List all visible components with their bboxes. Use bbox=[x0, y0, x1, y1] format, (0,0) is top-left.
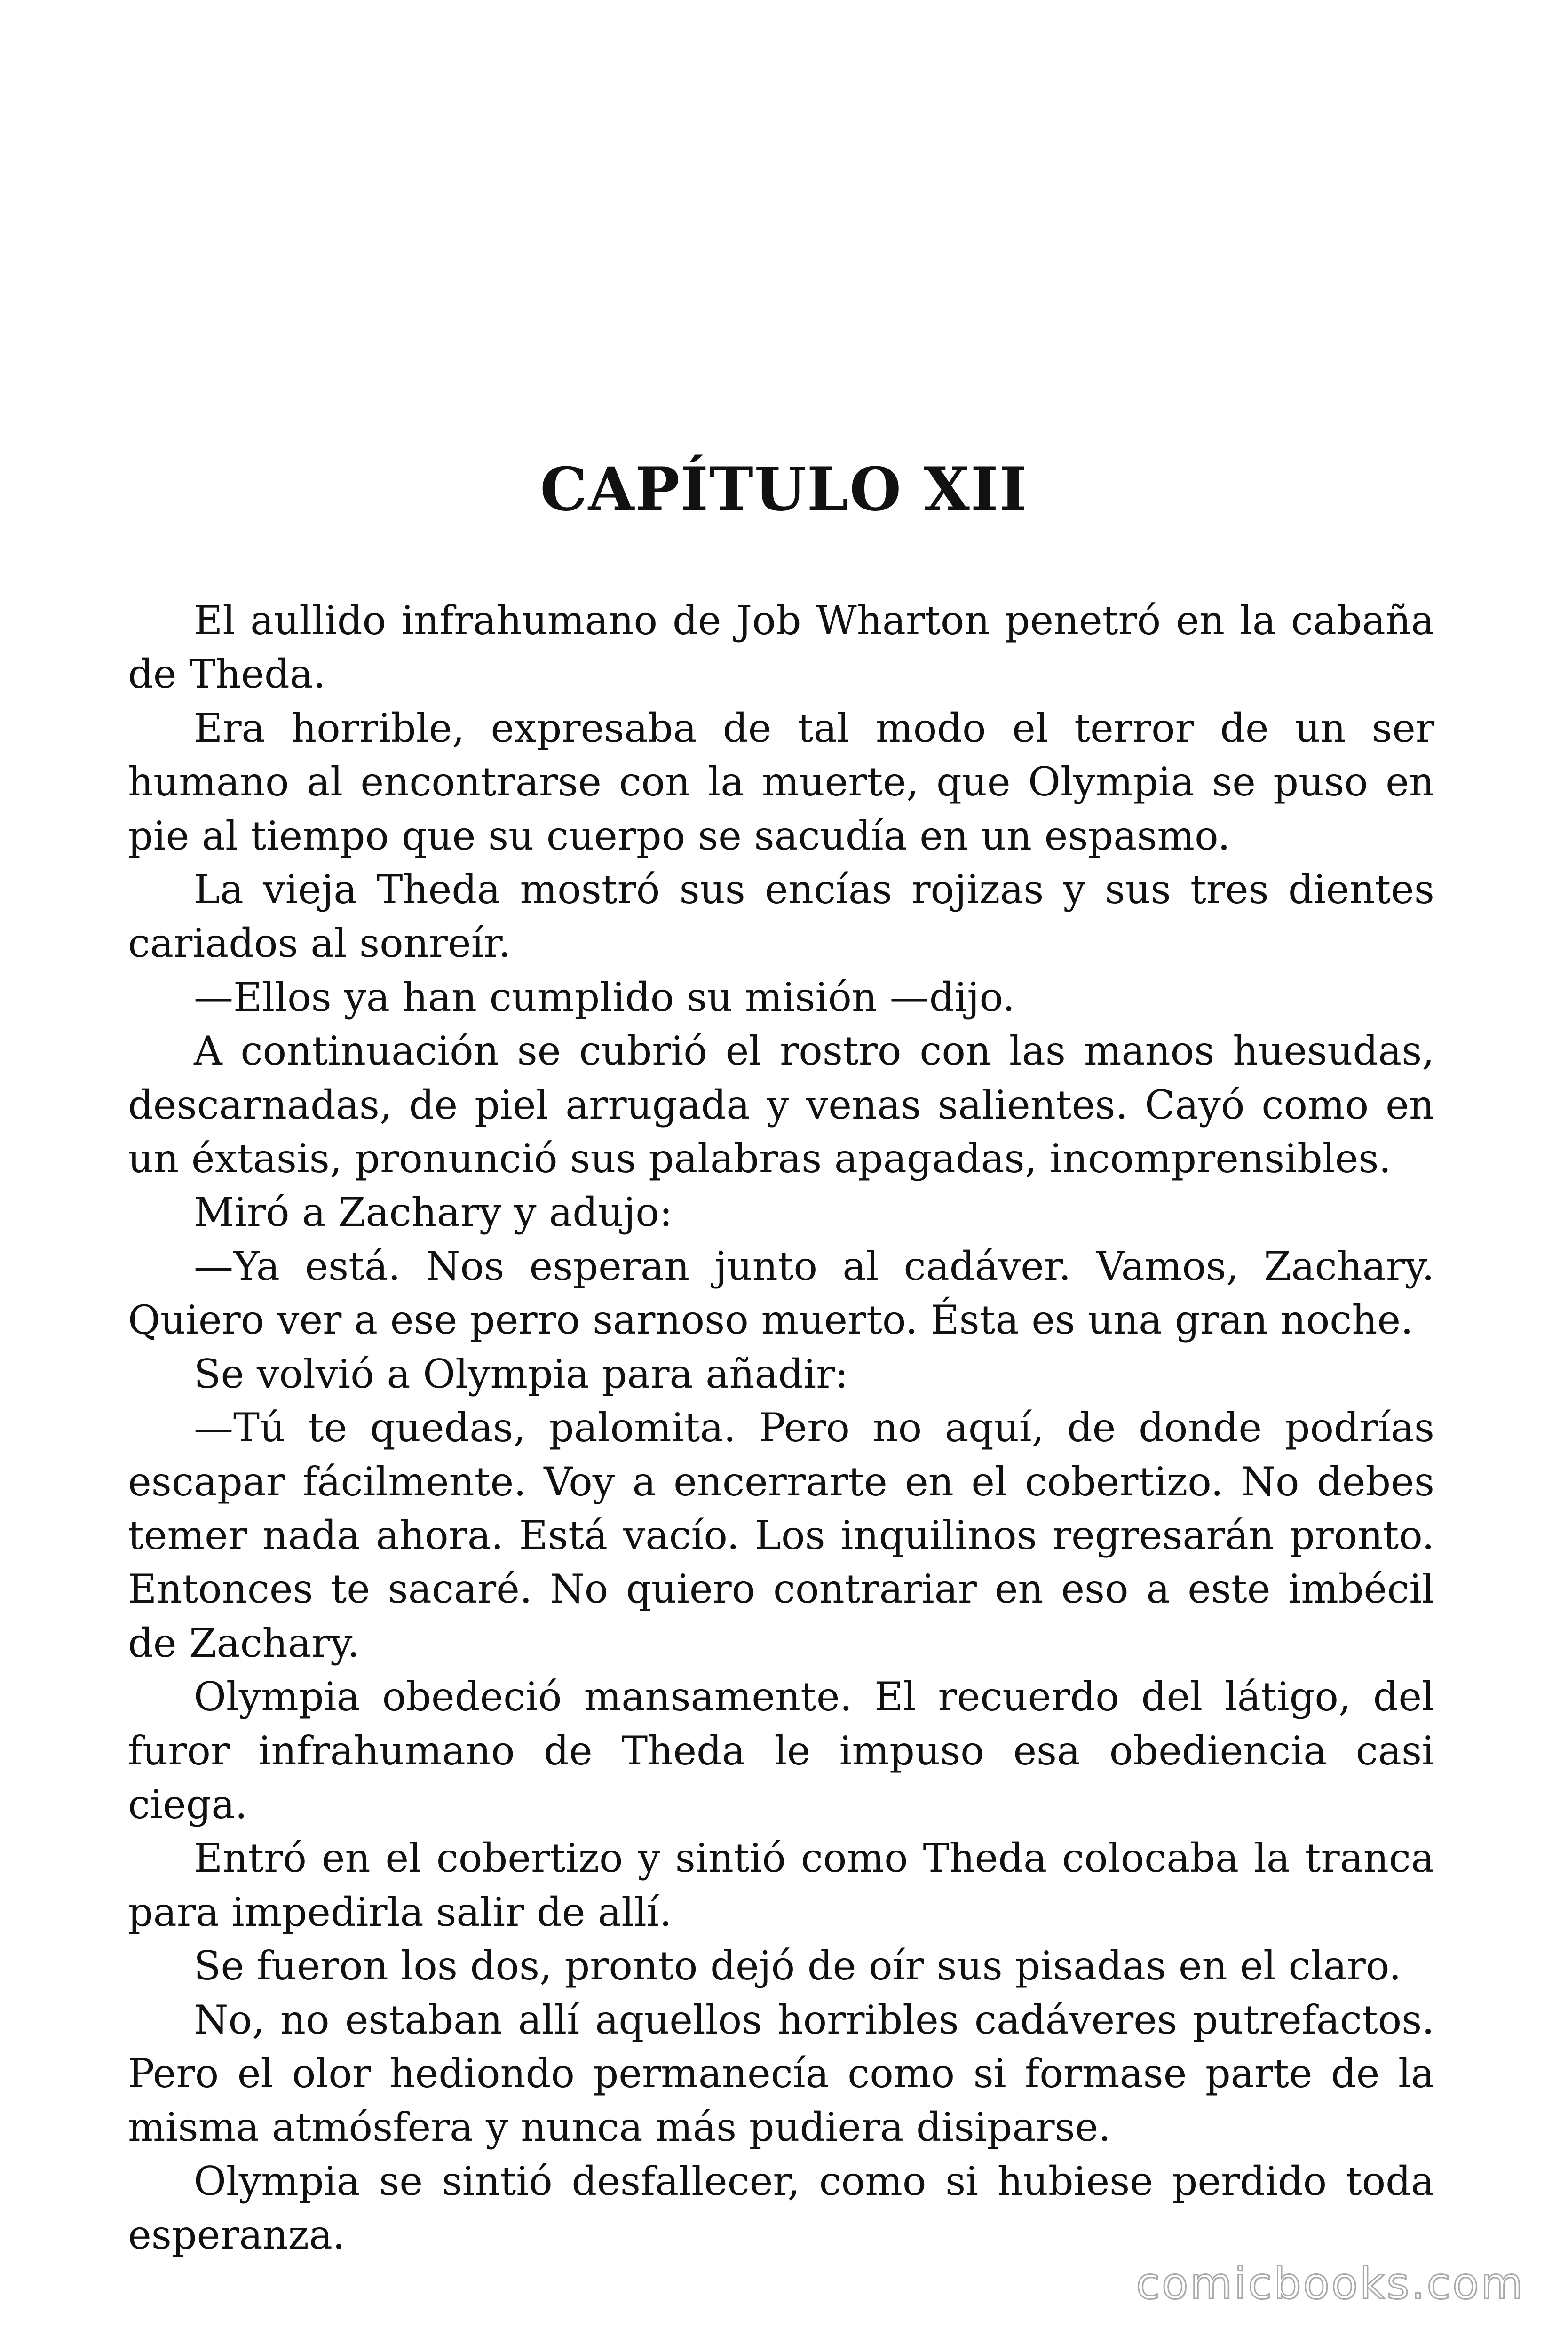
paragraph: Era horrible, expresaba de tal modo el terror de un ser humano al encontrarse con la muerte, que Olympia se puso en pie al tiempo que su cuerpo se sacudía en un espasmo. bbox=[128, 705, 1434, 859]
paragraph: Olympia se sintió desfallecer, como si hubiese perdido toda esperanza. bbox=[128, 2158, 1434, 2258]
paragraph: —Ya está. Nos esperan junto al cadáver. Vamos, Zachary. Quiero ver a ese perro sarnoso muerto. Ésta es una gran noche. bbox=[128, 1243, 1434, 1343]
paragraph: El aullido infrahumano de Job Wharton penetró en la cabaña de Theda. bbox=[128, 597, 1434, 698]
paragraph: La vieja Theda mostró sus encías rojizas y sus tres dientes cariados al sonreír. bbox=[128, 866, 1434, 967]
paragraph: —Tú te quedas, palomita. Pero no aquí, de donde podrías escapar fácilmente. Voy a encerrarte en el cobertizo. No debes temer nada ahora. Está vacío. Los inquilinos regresarán pronto. Entonces te sacaré. No quiero contrariar en eso a este imbécil de Zachary. bbox=[128, 1405, 1434, 1666]
chapter-title: CAPÍTULO XII bbox=[540, 454, 1028, 524]
paragraph: Entró en el cobertizo y sintió como Theda colocaba la tranca para impedirla salir de allí. bbox=[128, 1835, 1434, 1935]
paragraph: A continuación se cubrió el rostro con las manos huesudas, descarnadas, de piel arrugada y venas salientes. Cayó como en un éxtasis, pronunció sus palabras apagadas, incomprensibles. bbox=[128, 1028, 1434, 1182]
paragraph: —Ellos ya han cumplido su misión —dijo. bbox=[194, 974, 1015, 1020]
paragraph: Olympia obedeció mansamente. El recuerdo del látigo, del furor infrahumano de Theda le impuso esa obediencia casi ciega. bbox=[128, 1674, 1434, 1828]
watermark-logo: comicbooks.com bbox=[1136, 2258, 1525, 2309]
chapter-body bbox=[128, 594, 1434, 2262]
paragraph: No, no estaban allí aquellos horribles cadáveres putrefactos. Pero el olor hediondo permanecía como si formase parte de la misma atmósfera y nunca más pudiera disiparse. bbox=[128, 1996, 1434, 2151]
paragraph: Miró a Zachary y adujo: bbox=[194, 1189, 673, 1236]
paragraph: Se volvió a Olympia para añadir: bbox=[194, 1351, 848, 1397]
paragraph: Se fueron los dos, pronto dejó de oír sus pisadas en el claro. bbox=[194, 1943, 1402, 1989]
